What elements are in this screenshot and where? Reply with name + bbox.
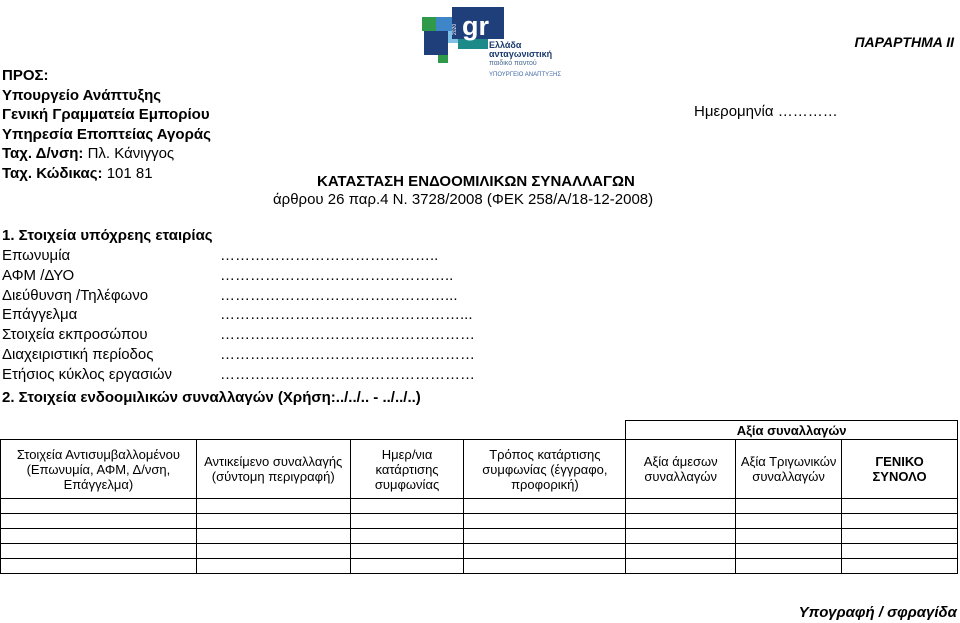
field-row-period: Διαχειριστική περίοδος ……………………………………………: [2, 345, 475, 363]
col-date: Ημερ/νια κατάρτισης συμφωνίας: [350, 440, 464, 499]
transactions-table: [0, 420, 958, 574]
table-row: [1, 529, 958, 544]
date-field: Ημερομηνία …………: [694, 103, 838, 120]
annex-label: ΠΑΡΑΡΤΗΜΑ ΙΙ: [854, 34, 954, 50]
recipient-address: Ταχ. Δ/νση: Πλ. Κάνιγγος: [2, 145, 175, 163]
field-row-name: Επωνυμία ……………………………………..: [2, 247, 439, 264]
recipient-secretariat: Γενική Γραμματεία Εμπορίου: [2, 106, 210, 124]
value-group-header: Αξία συναλλαγών: [626, 421, 958, 440]
col-subject: Αντικείμενο συναλλαγής (σύντομη περιγραφή): [196, 440, 350, 499]
section1-heading: 1. Στοιχεία υπόχρεης εταιρίας: [2, 227, 213, 244]
to-label: ΠΡΟΣ:: [2, 67, 49, 84]
recipient-ministry: Υπουργείο Ανάπτυξης: [2, 86, 162, 104]
recipient-block: [2, 66, 211, 184]
table-row: [1, 514, 958, 529]
svg-text:gr: gr: [462, 11, 489, 41]
ministry-logo: [418, 5, 568, 78]
company-fields: [2, 247, 522, 386]
field-row-profession: Επάγγελμα …………………………………………...: [2, 306, 473, 324]
recipient-postcode: Ταχ. Κώδικας: 101 81: [2, 164, 153, 182]
document-title: ΚΑΤΑΣΤΑΣΗ ΕΝΔΟΟΜΙΛΙΚΩΝ ΣΥΝΑΛΛΑΓΩΝ: [317, 173, 635, 190]
svg-text:2020: 2020: [452, 23, 458, 35]
col-triangular-value: Αξία Τριγωνικών συναλλαγών: [736, 440, 842, 499]
signature-label: Υπογραφή / σφραγίδα: [798, 604, 957, 621]
field-row-vat: ΑΦΜ /ΔΥΟ ………………………………………..: [2, 266, 454, 284]
field-row-address: Διεύθυνση /Τηλέφωνο ………………………………………...: [2, 286, 458, 304]
field-row-representative: Στοιχεία εκπροσώπου ……………………………………………: [2, 326, 475, 344]
table-row: [1, 499, 958, 514]
col-total: ΓΕΝΙΚΟ ΣΥΝΟΛΟ: [842, 440, 958, 499]
table-row: [1, 559, 958, 574]
field-row-turnover: Ετήσιος κύκλος εργασιών ……………………………………………: [2, 365, 475, 383]
col-counterparty: Στοιχεία Αντισυμβαλλομένου (Επωνυμία, ΑΦΜ, Δ/νση, Επάγγελμα): [1, 440, 197, 499]
section2-heading: 2. Στοιχεία ενδοομιλικών συναλλαγών (Χρήση:../../.. - ../../..): [2, 389, 421, 406]
document-subtitle: άρθρου 26 παρ.4 Ν. 3728/2008 (ΦΕΚ 258/Α/18-12-2008): [273, 191, 654, 208]
recipient-service: Υπηρεσία Εποπτείας Αγοράς: [2, 125, 211, 143]
logo-wordmark: Ελλάδα ανταγωνιστική παιδικό παντού ΥΠΟΥΡΓΕΙΟ ΑΝΑΠΤΥΞΗΣ: [489, 40, 562, 78]
col-method: Τρόπος κατάρτισης συμφωνίας (έγγραφο, προφορική): [464, 440, 626, 499]
table-row: [1, 544, 958, 559]
col-direct-value: Αξία άμεσων συναλλαγών: [626, 440, 736, 499]
